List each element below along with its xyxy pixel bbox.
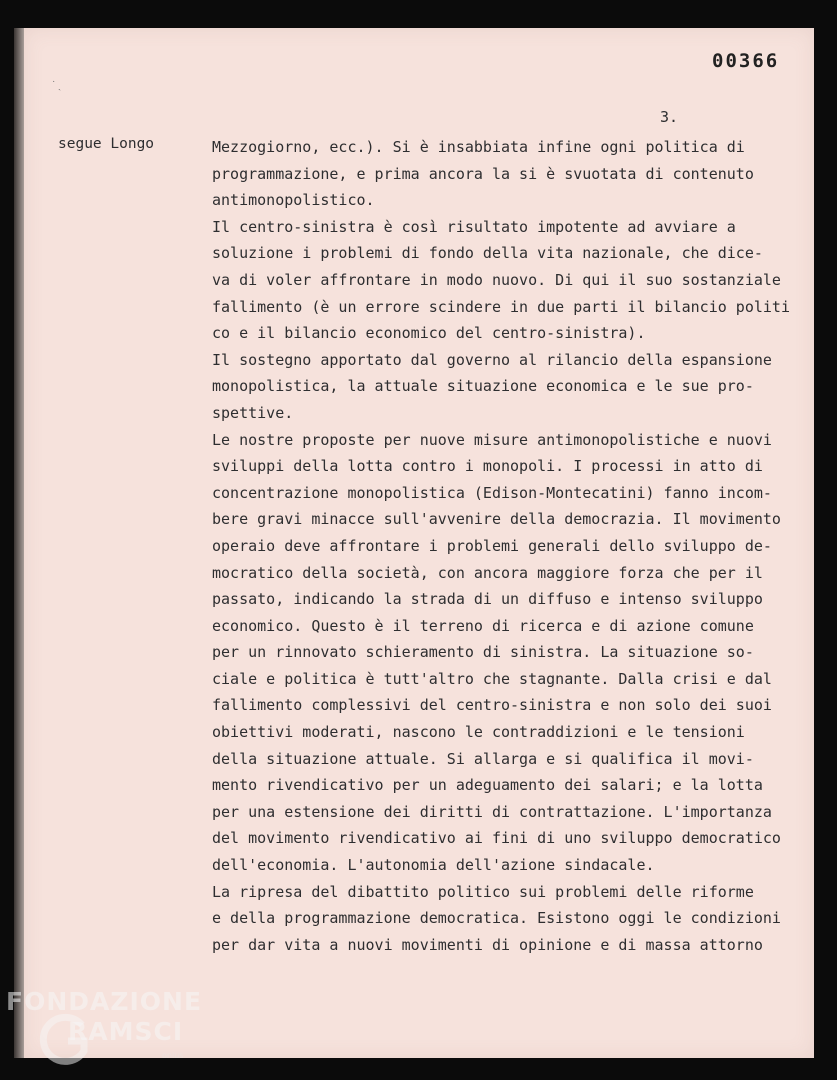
text-line: operaio deve affrontare i problemi generali dello sviluppo de-: [212, 536, 772, 555]
margin-note: segue Longo: [58, 136, 155, 152]
text-line: mento rivendicativo per un adeguamento dei salari; e la lotta: [212, 776, 763, 795]
body-text: [212, 134, 812, 958]
text-line: del movimento rivendicativo ai fini di uno sviluppo democratico: [212, 829, 781, 848]
text-line: bere gravi minacce sull'avvenire della democrazia. Il movimento: [212, 510, 781, 529]
page-number: 3.: [660, 108, 679, 126]
text-line: per dar vita a nuovi movimenti di opinione e di massa attorno: [212, 935, 763, 954]
paper-specks: ˙ ˎ: [52, 80, 62, 91]
text-line: ciale e politica è tutt'altro che stagnante. Dalla crisi e dal: [212, 669, 772, 688]
text-line: passato, indicando la strada di un diffuso e intenso sviluppo: [212, 590, 763, 609]
watermark-line-1: FONDAZIONE: [6, 987, 203, 1016]
text-line: fallimento (è un errore scindere in due parti il bilancio politi: [212, 297, 790, 316]
text-line: La ripresa del dibattito politico sui problemi delle riforme: [212, 882, 754, 901]
text-line: monopolistica, la attuale situazione economica e le sue pro-: [212, 377, 754, 396]
watermark-subtitle: onlus: [162, 1051, 184, 1060]
text-line: Le nostre proposte per nuove misure antimonopolistiche e nuovi: [212, 430, 772, 449]
text-line: dell'economia. L'autonomia dell'azione sindacale.: [212, 856, 655, 875]
document-page: [24, 28, 814, 1058]
text-line: sviluppi della lotta contro i monopoli. I processi in atto di: [212, 457, 763, 476]
text-line: programmazione, e prima ancora la si è svuotata di contenuto: [212, 164, 754, 183]
text-line: soluzione i problemi di fondo della vita nazionale, che dice-: [212, 244, 763, 263]
text-line: Il sostegno apportato dal governo al rilancio della espansione: [212, 350, 772, 369]
text-line: va di voler affrontare in modo nuovo. Di qui il suo sostanziale: [212, 270, 781, 289]
text-line: concentrazione monopolistica (Edison-Montecatini) fanno incom-: [212, 483, 772, 502]
text-line: spettive.: [212, 403, 294, 422]
fondazione-gramsci-watermark: [2, 985, 222, 1075]
text-line: fallimento complessivi del centro-sinistra e non solo dei suoi: [212, 696, 772, 715]
text-line: obiettivi moderati, nascono le contraddizioni e le tensioni: [212, 723, 745, 742]
text-line: economico. Questo è il terreno di ricerca e di azione comune: [212, 616, 754, 635]
text-line: mocratico della società, con ancora maggiore forza che per il: [212, 563, 763, 582]
text-line: della situazione attuale. Si allarga e si qualifica il movi-: [212, 749, 754, 768]
text-line: Mezzogiorno, ecc.). Si è insabbiata infine ogni politica di: [212, 138, 745, 156]
text-line: co e il bilancio economico del centro-sinistra).: [212, 324, 646, 343]
document-number: 00366: [712, 50, 780, 72]
text-line: antimonopolistico.: [212, 191, 375, 210]
text-line: Il centro-sinistra è così risultato impotente ad avviare a: [212, 217, 736, 236]
text-line: e della programmazione democratica. Esistono oggi le condizioni: [212, 909, 781, 928]
text-line: per un rinnovato schieramento di sinistra. La situazione so-: [212, 643, 754, 662]
text-line: per una estensione dei diritti di contrattazione. L'importanza: [212, 802, 772, 821]
watermark-line-2: RAMSCI: [68, 1017, 184, 1046]
